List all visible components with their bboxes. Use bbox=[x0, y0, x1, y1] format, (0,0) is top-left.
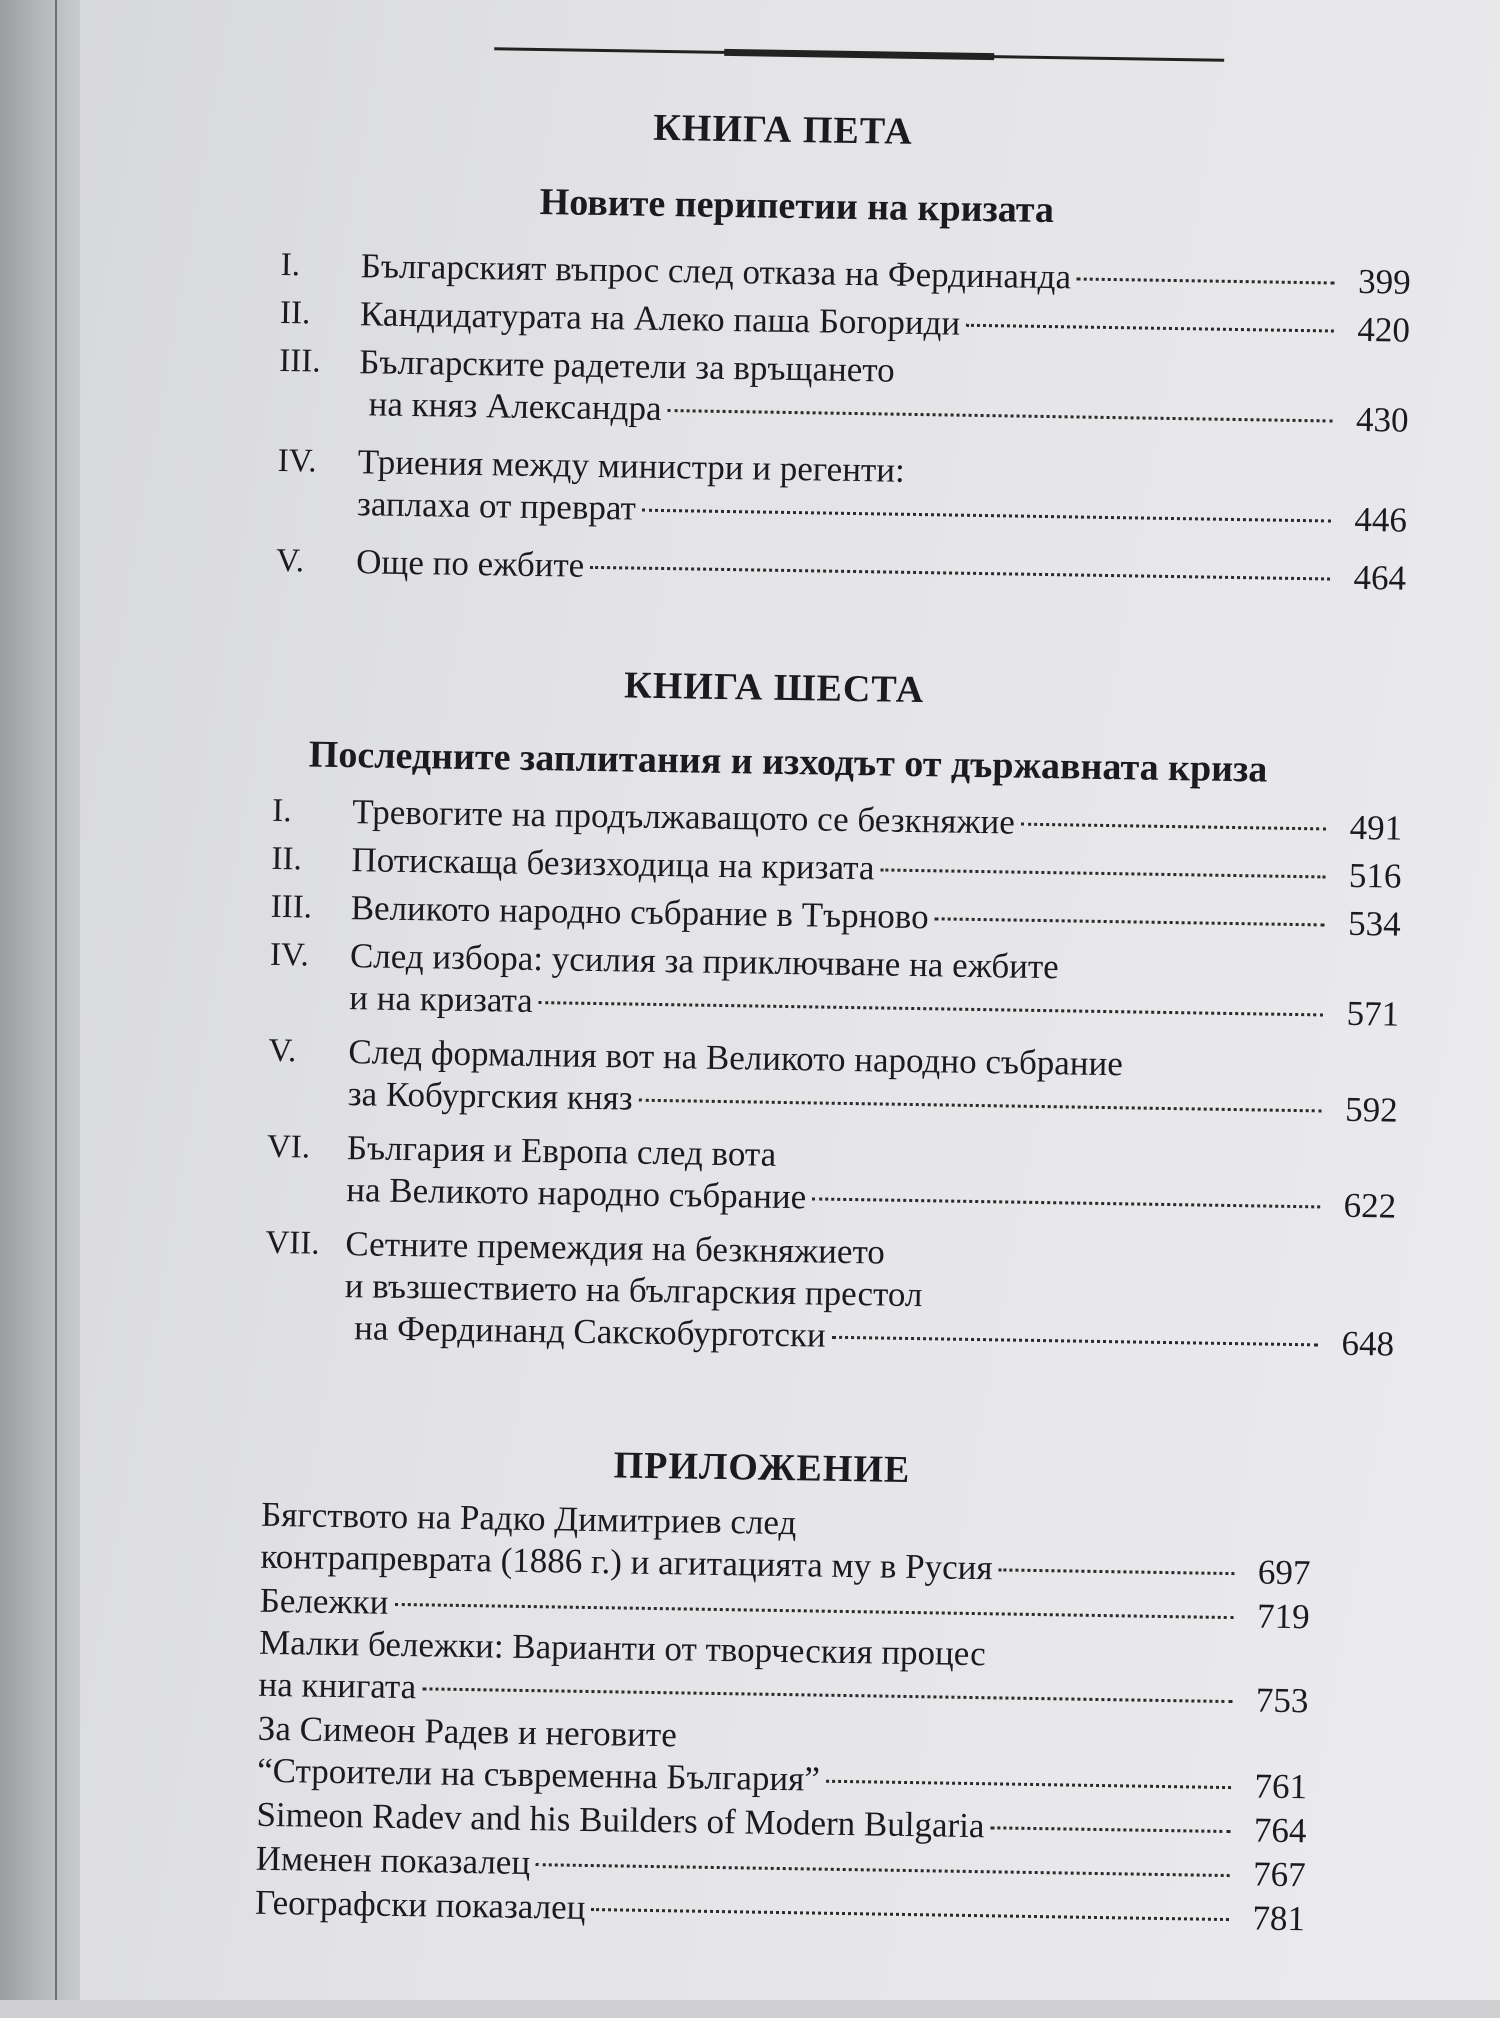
page-number: 767 bbox=[1252, 1854, 1306, 1895]
chapter-title: за Кобургския княз bbox=[347, 1074, 633, 1118]
appendix-entry-title: “Строители на съвременна България” bbox=[256, 1750, 821, 1799]
page-number: 719 bbox=[1256, 1596, 1311, 1637]
chapter-title: Великото народно събрание в Търново bbox=[350, 888, 929, 937]
book-five-subtitle: Новите перипетии на кризата bbox=[539, 181, 1055, 232]
dot-leader bbox=[667, 409, 1332, 422]
dot-leader bbox=[935, 917, 1325, 926]
chapter-title-line: и възшествието на българския престол bbox=[344, 1266, 923, 1315]
dot-leader bbox=[880, 868, 1325, 878]
toc-entry[interactable] bbox=[257, 1708, 1308, 1808]
appendix-entry-title: контрапреврата (1886 г.) и агитацията му в Русия bbox=[260, 1536, 993, 1588]
appendix-entry-title: Географски показалец bbox=[254, 1882, 586, 1927]
chapter-number: VI. bbox=[266, 1128, 311, 1166]
page-number: 491 bbox=[1349, 807, 1403, 848]
dot-leader bbox=[1021, 823, 1326, 831]
chapter-number: V. bbox=[268, 1032, 297, 1070]
dot-leader bbox=[642, 509, 1331, 523]
book-six-subtitle: Последните заплитания и изходът от държавната криза bbox=[308, 733, 1268, 791]
book-six-title: КНИГА ШЕСТА bbox=[623, 664, 925, 712]
appendix-title-line: Бягството на Радко Димитриев след bbox=[260, 1494, 797, 1543]
page-edge-line bbox=[55, 0, 57, 2000]
chapter-title: на Фердинанд Сакскобурготски bbox=[353, 1308, 827, 1355]
chapter-number: V. bbox=[275, 542, 305, 580]
dot-leader bbox=[536, 1863, 1230, 1877]
page-number: 420 bbox=[1357, 309, 1411, 350]
chapter-title: на княз Александра bbox=[368, 384, 662, 428]
chapter-title: и на кризата bbox=[349, 978, 534, 1021]
toc-entry[interactable] bbox=[271, 790, 1403, 848]
dot-leader bbox=[990, 1826, 1230, 1833]
page-number: 622 bbox=[1343, 1185, 1397, 1226]
chapter-number: III. bbox=[279, 342, 321, 380]
dot-leader bbox=[590, 566, 1330, 581]
page-number: 781 bbox=[1252, 1898, 1306, 1939]
appendix-title: ПРИЛОЖЕНИЕ bbox=[613, 1444, 911, 1492]
dot-leader bbox=[998, 1568, 1234, 1575]
dot-leader bbox=[639, 1099, 1322, 1113]
page-number: 430 bbox=[1355, 399, 1409, 440]
appendix-entry-title: на книгата bbox=[258, 1664, 417, 1707]
page-number: 446 bbox=[1354, 499, 1408, 540]
appendix-title-line: Малки бележки: Варианти от творческия процес bbox=[258, 1622, 987, 1674]
appendix-title-line: За Симеон Радев и неговите bbox=[257, 1708, 678, 1755]
chapter-number: II. bbox=[271, 840, 303, 878]
chapter-title-line: България и Европа след вота bbox=[346, 1128, 777, 1174]
page-number: 697 bbox=[1257, 1552, 1311, 1593]
appendix-entry-title: Бележки bbox=[259, 1580, 389, 1622]
toc-entry[interactable] bbox=[275, 540, 1407, 598]
page-number: 516 bbox=[1348, 855, 1402, 896]
chapter-title-line: След формалния вот на Великото народно събрание bbox=[348, 1032, 1124, 1084]
page-number: 648 bbox=[1341, 1323, 1395, 1364]
page-number: 592 bbox=[1344, 1089, 1399, 1130]
chapter-title: Потискаща безизходица на кризата bbox=[351, 840, 875, 888]
dot-leader bbox=[591, 1908, 1229, 1921]
chapter-title-line: След избора: усилия за приключване на ежбите bbox=[349, 936, 1060, 987]
chapter-title-line: Триения между министри и регенти: bbox=[357, 442, 906, 490]
dot-leader bbox=[422, 1687, 1232, 1703]
book-five-title: КНИГА ПЕТА bbox=[652, 106, 914, 153]
page-number: 571 bbox=[1346, 993, 1400, 1034]
page-number: 464 bbox=[1353, 557, 1407, 598]
page-number: 764 bbox=[1253, 1810, 1307, 1851]
chapter-title: Още по ежбите bbox=[355, 542, 585, 585]
page-number: 399 bbox=[1357, 261, 1412, 302]
toc-entry[interactable] bbox=[277, 440, 1408, 540]
top-rule-ornament bbox=[724, 49, 994, 60]
table-of-contents bbox=[254, 0, 1415, 2018]
dot-leader bbox=[1077, 277, 1335, 284]
book-spine-shadow bbox=[0, 0, 80, 2000]
dot-leader bbox=[394, 1603, 1233, 1619]
chapter-number: I. bbox=[271, 792, 292, 830]
chapter-title-line: Българските радетели за връщането bbox=[359, 342, 895, 390]
dot-leader bbox=[539, 1001, 1323, 1016]
chapter-number: I. bbox=[280, 246, 301, 284]
dot-leader bbox=[966, 324, 1334, 333]
book-page bbox=[80, 0, 1500, 2000]
chapter-title: Тревогите на продължаващото се безкняжие bbox=[351, 792, 1016, 842]
toc-entry[interactable] bbox=[260, 1494, 1311, 1594]
chapter-title: Българският въпрос след отказа на Фердинанда bbox=[360, 246, 1072, 297]
page-number: 761 bbox=[1254, 1766, 1308, 1807]
chapter-number: VII. bbox=[265, 1224, 320, 1262]
appendix-entry-title: Именен показалец bbox=[255, 1838, 531, 1883]
toc-entry[interactable] bbox=[258, 1622, 1309, 1722]
page-number: 753 bbox=[1255, 1680, 1309, 1721]
chapter-title-line: Сетните премеждия на безкняжието bbox=[345, 1224, 886, 1272]
chapter-title: Кандидатурата на Алеко паша Богориди bbox=[359, 294, 961, 343]
dot-leader bbox=[832, 1336, 1318, 1347]
chapter-number: IV. bbox=[269, 936, 310, 974]
chapter-number: II. bbox=[279, 294, 311, 332]
chapter-title: на Великото народно събрание bbox=[346, 1170, 807, 1217]
chapter-title: заплаха от преврат bbox=[356, 484, 637, 528]
dot-leader bbox=[826, 1780, 1231, 1789]
dot-leader bbox=[812, 1197, 1320, 1208]
chapter-number: IV. bbox=[277, 442, 317, 480]
appendix-entry-title: Simeon Radev and his Builders of Modern Bulgaria bbox=[256, 1794, 985, 1846]
chapter-number: III. bbox=[270, 888, 313, 926]
toc-entry[interactable] bbox=[280, 244, 1412, 302]
page-number: 534 bbox=[1347, 903, 1401, 944]
